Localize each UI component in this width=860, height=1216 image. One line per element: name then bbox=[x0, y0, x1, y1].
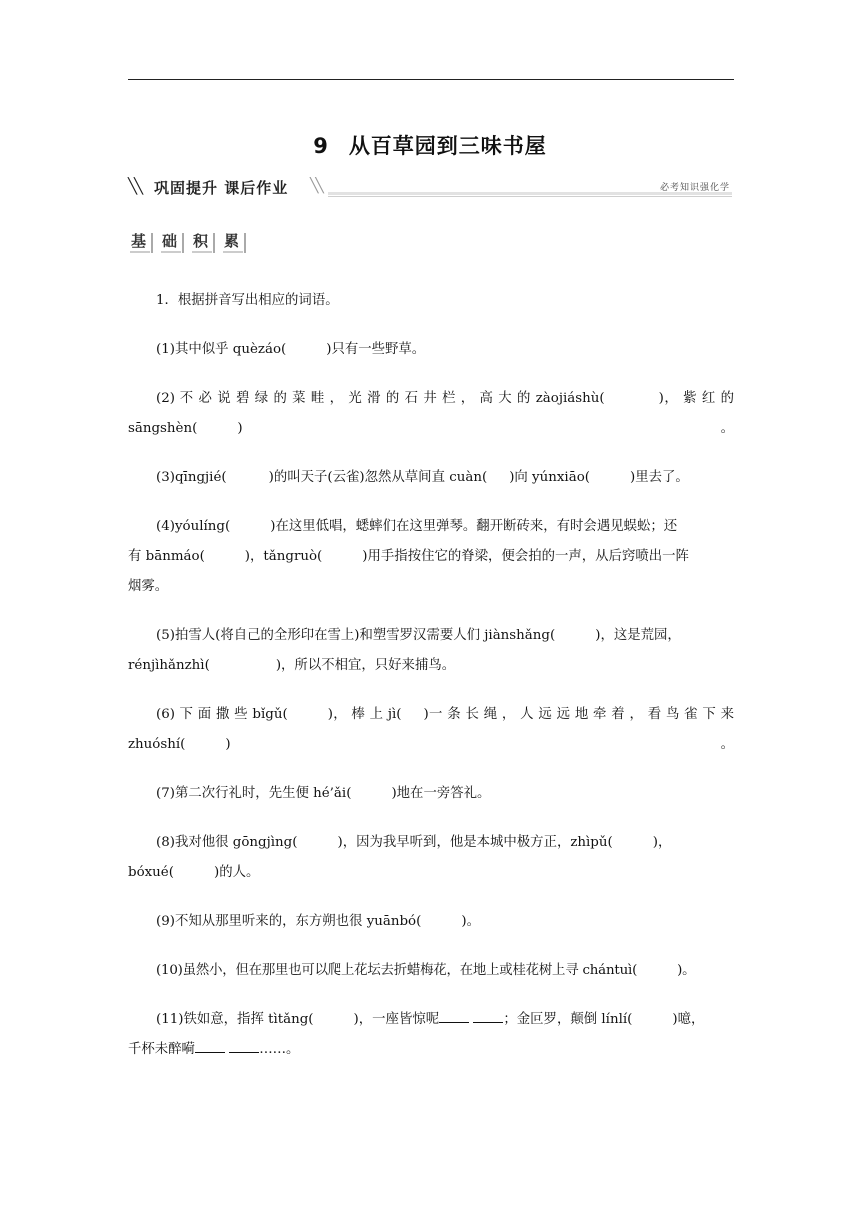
item-5: (5)拍雪人(将自己的全形印在雪上)和塑雪罗汉需要人们 jiànshǎng( )，这是荒园， rénjìhǎnzhì( )，所以不相宜，只好来捕鸟。 bbox=[128, 628, 681, 673]
item-8: (8)我对他很 gōngjìng( )，因为我早听到，他是本城中极方正，zhìpǔ( )， bóxué( )的人。 bbox=[128, 835, 672, 880]
heading-char: 累 bbox=[223, 230, 248, 252]
fill-blank[interactable] bbox=[229, 1038, 259, 1053]
item-11: (11)铁如意，指挥 tìtǎng( )，一座皆惊呢 ；金叵罗，颠倒 línlí( )噫， 千杯未醉嗬 ……。 bbox=[128, 1005, 734, 1065]
item-6: (6) 下 面 撒 些 bǐgǔ( )， 棒 上 jì( )一 条 长 绳 ， 人 远 远 地 牵 着 ， 看 鸟 雀 下 来 zhuóshí( )。 bbox=[128, 707, 735, 752]
item-7: (7)第二次行礼时，先生便 hé’ǎi( )地在一旁答礼。 bbox=[156, 786, 491, 801]
page-title bbox=[0, 130, 860, 160]
item-4: (4)yóulíng( )在这里低唱，蟋蟀们在这里弹琴。翻开断砖来，有时会遇见蜈蚣；还 有 bānmáo( )，tǎngruò( )用手指按住它的脊梁，便会拍的一声，从后窍喷出一阵 烟雾。 bbox=[128, 519, 689, 594]
lesson-title: 从百草园到三味书屋 bbox=[348, 134, 547, 158]
heading-char: 基 bbox=[130, 230, 155, 252]
top-rule bbox=[128, 79, 734, 80]
double-slash-light-icon: ╲╲ bbox=[310, 178, 321, 194]
section-label: 巩固提升 课后作业 bbox=[154, 179, 289, 197]
question-stem: 1．根据拼音写出相应的词语。 bbox=[156, 293, 339, 308]
item-3: (3)qīngjié( )的叫天子(云雀)忽然从草间直 cuàn( )向 yúnxiāo( )里去了。 bbox=[156, 470, 689, 485]
fill-blank[interactable] bbox=[195, 1038, 225, 1053]
exercise-content bbox=[128, 286, 734, 1084]
section-divider-underline bbox=[328, 196, 732, 197]
item-2: (2) 不 必 说 碧 绿 的 菜 畦 ， 光 滑 的 石 井 栏 ， 高 大 的 zàojiáshù( )， 紫 红 的 sāngshèn( )。 bbox=[128, 391, 734, 436]
jichu-jilei-heading bbox=[130, 230, 254, 252]
heading-char: 积 bbox=[192, 230, 217, 252]
double-slash-icon: ╲╲ bbox=[128, 177, 141, 195]
heading-char: 础 bbox=[161, 230, 186, 252]
section-tag: 必考知识强化学 bbox=[659, 183, 730, 193]
item-10: (10)虽然小，但在那里也可以爬上花坛去折蜡梅花，在地上或桂花树上寻 chántuì( )。 bbox=[156, 963, 696, 978]
item-9: (9)不知从那里听来的，东方朔也很 yuānbó( )。 bbox=[156, 914, 480, 929]
item-1: (1)其中似乎 quèzáo( )只有一些野草。 bbox=[156, 342, 426, 357]
lesson-number: 9 bbox=[313, 134, 329, 158]
section-bar bbox=[128, 176, 734, 200]
fill-blank[interactable] bbox=[439, 1008, 469, 1023]
fill-blank[interactable] bbox=[473, 1008, 503, 1023]
